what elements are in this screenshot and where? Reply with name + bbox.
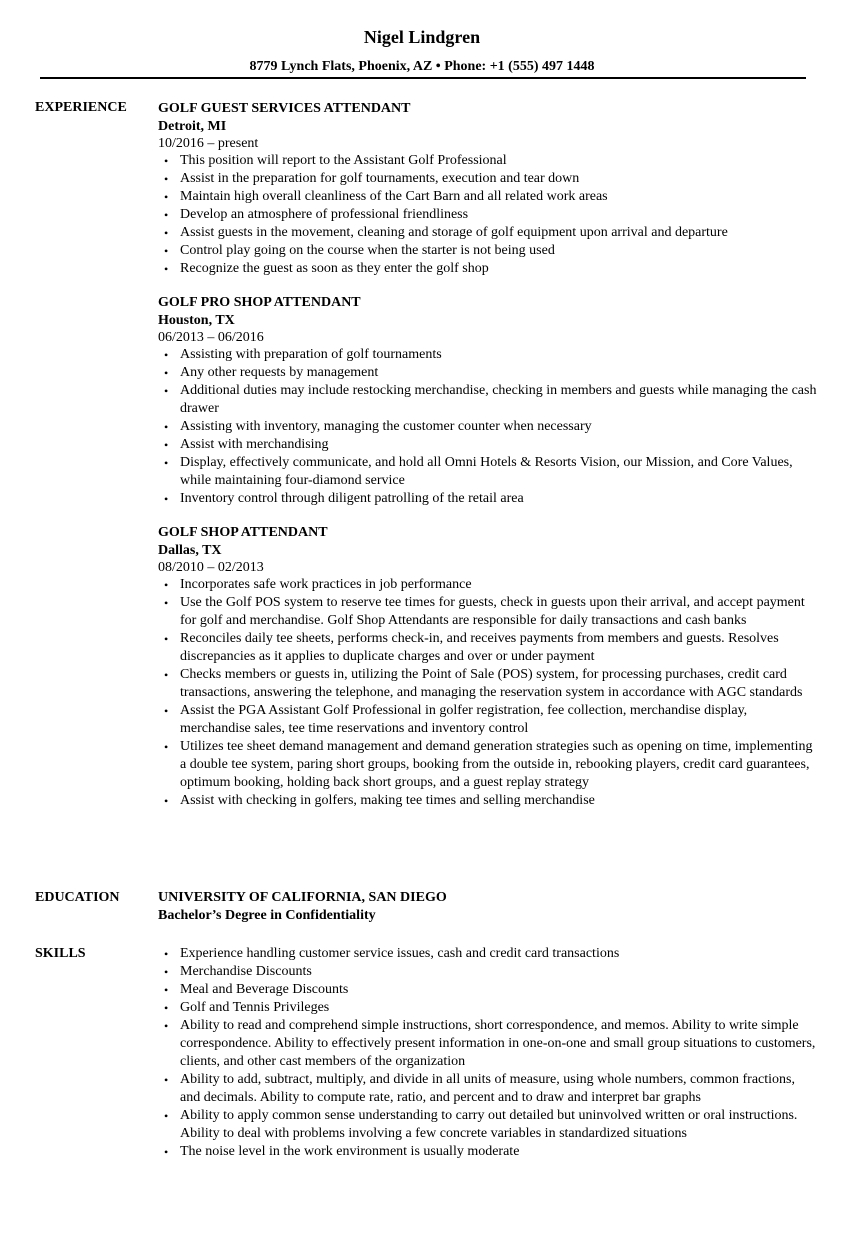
bullet-icon: • [164,244,169,258]
bullet-text: Assist with checking in golfers, making tee times and selling merchandise [180,793,595,808]
bullet-icon: • [164,262,169,276]
job-title: GOLF GUEST SERVICES ATTENDANT [158,101,411,116]
bullet-item [158,260,818,278]
skills-body [158,945,818,1161]
bullet-text: Assisting with inventory, managing the customer counter when necessary [180,419,592,434]
education-body [158,889,818,925]
bullet-text: Experience handling customer service issues, cash and credit card transactions [180,946,620,961]
bullet-item [158,738,818,792]
bullet-item [158,576,818,594]
bullet-text: Ability to read and comprehend simple instructions, short correspondence, and memos. Ability to write simple correspondence. Ability to effectively present information in one-on-one and small group situations to customers, clients, and other cast members of the organization [180,1018,816,1069]
bullet-icon: • [164,668,169,682]
job-duties-list [158,346,818,508]
bullet-text: This position will report to the Assistant Golf Professional [180,153,507,168]
bullet-text: Reconciles daily tee sheets, performs check-in, and receives payments from members and guests. Resolves discrepancies as it applies to duplicate charges and over or under payment [180,631,779,664]
bullet-text: Checks members or guests in, utilizing the Point of Sale (POS) system, for processing purchases, credit card transactions, answering the telephone, and managing the reservation system in accordance with AGC standards [180,667,803,700]
bullet-icon: • [164,794,169,808]
header-divider [40,77,806,79]
bullet-text: Assist with merchandising [180,437,329,452]
bullet-icon: • [164,226,169,240]
bullet-item [158,364,818,382]
job-dates: 08/2010 – 02/2013 [158,560,264,575]
bullet-icon: • [164,740,169,754]
bullet-text: Meal and Beverage Discounts [180,982,349,997]
bullet-icon: • [164,420,169,434]
bullet-item [158,346,818,364]
bullet-icon: • [164,366,169,380]
bullet-icon: • [164,172,169,186]
bullet-item [158,418,818,436]
contact-line: 8779 Lynch Flats, Phoenix, AZ • Phone: +1 (555) 497 1448 [249,59,595,74]
bullet-icon: • [164,190,169,204]
education-label: EDUCATION [35,890,120,905]
bullet-text: Assist guests in the movement, cleaning and storage of golf equipment upon arrival and departure [180,225,728,240]
bullet-icon: • [164,1073,169,1087]
bullet-icon: • [164,154,169,168]
skills-list [158,945,818,1161]
bullet-icon: • [164,947,169,961]
bullet-item [158,594,818,630]
resume-name: Nigel Lindgren [363,27,481,47]
bullet-item [158,1071,818,1107]
bullet-icon: • [164,1109,169,1123]
bullet-icon: • [164,632,169,646]
bullet-icon: • [164,983,169,997]
skills-label: SKILLS [35,946,86,961]
job-title: GOLF SHOP ATTENDANT [158,525,328,540]
bullet-item [158,792,818,810]
bullet-icon: • [164,438,169,452]
job-title: GOLF PRO SHOP ATTENDANT [158,295,361,310]
bullet-item [158,152,818,170]
bullet-item [158,490,818,508]
bullet-text: Recognize the guest as soon as they enter the golf shop [180,261,489,276]
education-degree: Bachelor’s Degree in Confidentiality [158,908,376,923]
bullet-text: Merchandise Discounts [180,964,312,979]
bullet-item [158,981,818,999]
bullet-text: Display, effectively communicate, and hold all Omni Hotels & Resorts Vision, our Mission, and Core Values, while maintaining four-diamond service [180,455,793,488]
bullet-item [158,188,818,206]
bullet-icon: • [164,456,169,470]
bullet-text: Develop an atmosphere of professional friendliness [180,207,469,222]
bullet-text: Assisting with preparation of golf tournaments [180,347,442,362]
bullet-text: The noise level in the work environment is usually moderate [180,1144,520,1159]
bullet-icon: • [164,596,169,610]
education-school: UNIVERSITY OF CALIFORNIA, SAN DIEGO [158,890,447,905]
bullet-text: Ability to apply common sense understanding to carry out detailed but uninvolved written or oral instructions. Ability to deal with problems involving a few concrete variables in standardized situations [180,1108,798,1141]
bullet-text: Incorporates safe work practices in job performance [180,577,472,592]
bullet-item [158,436,818,454]
job-location: Dallas, TX [158,543,222,558]
bullet-item [158,224,818,242]
bullet-item [158,999,818,1017]
bullet-item [158,1017,818,1071]
bullet-text: Any other requests by management [180,365,379,380]
bullet-text: Additional duties may include restocking merchandise, checking in members and guests while managing the cash drawer [180,383,817,416]
bullet-icon: • [164,1019,169,1033]
bullet-item [158,702,818,738]
experience-body [158,99,818,826]
bullet-icon: • [164,208,169,222]
bullet-text: Use the Golf POS system to reserve tee times for guests, check in guests upon their arrival, and accept payment for golf and merchandise. Golf Shop Attendants are responsible for daily transactions and cash banks [180,595,805,628]
bullet-text: Golf and Tennis Privileges [180,1000,330,1015]
job-location: Detroit, MI [158,119,227,134]
bullet-item [158,1143,818,1161]
bullet-icon: • [164,1145,169,1159]
bullet-item [158,206,818,224]
bullet-text: Inventory control through diligent patrolling of the retail area [180,491,524,506]
bullet-icon: • [164,348,169,362]
bullet-icon: • [164,492,169,506]
bullet-text: Assist in the preparation for golf tournaments, execution and tear down [180,171,580,186]
bullet-icon: • [164,1001,169,1015]
bullet-item [158,1107,818,1143]
bullet-text: Ability to add, subtract, multiply, and divide in all units of measure, using whole numbers, common fractions, and decimals. Ability to compute rate, ratio, and percent and to draw and interpret bar graphs [180,1072,795,1105]
job-entry [158,100,818,278]
job-duties-list [158,576,818,810]
bullet-icon: • [164,704,169,718]
job-entry [158,294,818,508]
bullet-item [158,630,818,666]
bullet-item [158,170,818,188]
bullet-text: Control play going on the course when the starter is not being used [180,243,555,258]
bullet-text: Utilizes tee sheet demand management and demand generation strategies such as opening on time, implementing a double tee system, paring short groups, booking from the outside in, rebooking players, credit card guarantees, optimum booking, holding back short groups, and a guest replay strategy [180,739,813,790]
job-dates: 10/2016 – present [158,136,259,151]
bullet-item [158,382,818,418]
bullet-text: Maintain high overall cleanliness of the Cart Barn and all related work areas [180,189,608,204]
bullet-icon: • [164,578,169,592]
bullet-item [158,963,818,981]
bullet-item [158,666,818,702]
bullet-icon: • [164,965,169,979]
bullet-icon: • [164,384,169,398]
bullet-item [158,945,818,963]
job-location: Houston, TX [158,313,235,328]
experience-label: EXPERIENCE [35,100,127,115]
job-duties-list [158,152,818,278]
bullet-item [158,454,818,490]
bullet-item [158,242,818,260]
job-entry [158,524,818,810]
job-dates: 06/2013 – 06/2016 [158,330,264,345]
bullet-text: Assist the PGA Assistant Golf Professional in golfer registration, fee collection, merchandise display, merchandise sales, tee time reservations and inventory control [180,703,748,736]
